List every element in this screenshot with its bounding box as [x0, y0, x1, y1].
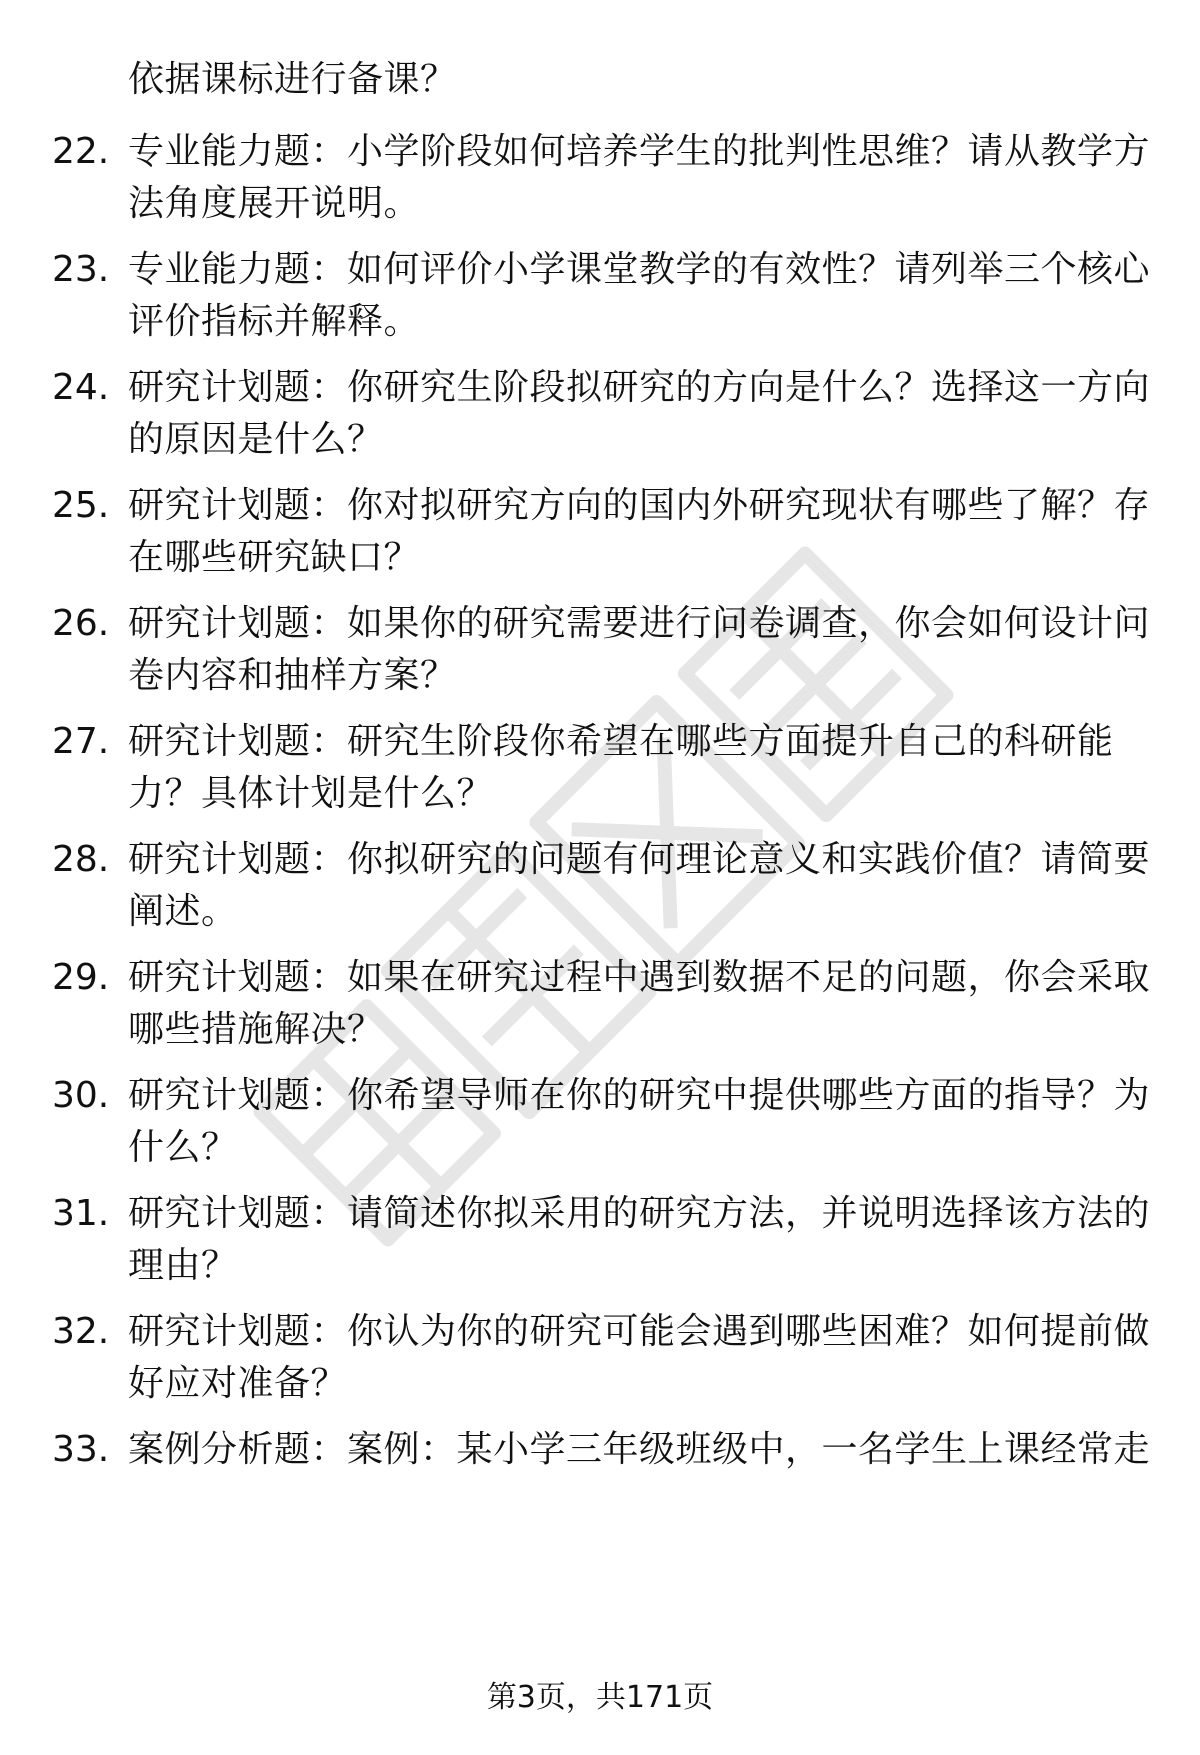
list-item: [0, 246, 1200, 346]
item-text-line1: 研究计划题：如果在研究过程中遇到数据不足的问题，你会采取: [128, 957, 1151, 998]
item-number: 33.: [52, 1429, 110, 1470]
list-item: [0, 364, 1200, 464]
list-item: [0, 482, 1200, 582]
item-text-line1: 研究计划题：你研究生阶段拟研究的方向是什么？选择这一方向: [128, 367, 1151, 408]
item-text-line1: 研究计划题：你拟研究的问题有何理论意义和实践价值？请简要: [128, 839, 1151, 880]
item-text-line1: 研究计划题：请简述你拟采用的研究方法，并说明选择该方法的: [128, 1193, 1151, 1234]
item-text-line1: 研究计划题：你希望导师在你的研究中提供哪些方面的指导？为: [128, 1075, 1151, 1116]
list-item: [0, 836, 1200, 936]
list-item: [0, 1308, 1200, 1408]
list-item: [0, 718, 1200, 818]
item-text-line1: 研究计划题：你对拟研究方向的国内外研究现状有哪些了解？存: [128, 485, 1151, 526]
item-text-line1: 研究计划题：研究生阶段你希望在哪些方面提升自己的科研能: [128, 721, 1114, 762]
item-text-line2: 的原因是什么？: [128, 419, 384, 460]
item-text-line2: 什么？: [128, 1127, 238, 1168]
item-text-line1: 案例分析题：案例：某小学三年级班级中，一名学生上课经常走: [128, 1429, 1151, 1470]
item-number: 27.: [52, 721, 110, 762]
list-item: [0, 128, 1200, 228]
item-number: 23.: [52, 249, 110, 290]
item-text-line1: 研究计划题：你认为你的研究可能会遇到哪些困难？如何提前做: [128, 1311, 1151, 1352]
item-number: 31.: [52, 1193, 110, 1234]
list-item: [0, 954, 1200, 1054]
item-text-line2: 阐述。: [128, 891, 238, 932]
item-text-line2: 力？具体计划是什么？: [128, 773, 494, 814]
item-number: 29.: [52, 957, 110, 998]
continued-line: 依据课标进行备课？: [128, 59, 457, 100]
item-text-line2: 在哪些研究缺口？: [128, 537, 421, 578]
list-item: [0, 600, 1200, 700]
item-number: 25.: [52, 485, 110, 526]
item-text-line1: 专业能力题：小学阶段如何培养学生的批判性思维？请从教学方: [128, 131, 1151, 172]
list-item: [0, 1072, 1200, 1172]
item-text-line2: 哪些措施解决？: [128, 1009, 384, 1050]
list-item: [0, 1426, 1200, 1526]
item-text-line2: 好应对准备？: [128, 1363, 348, 1404]
page-number-footer: 第3页，共171页: [486, 1680, 714, 1715]
item-text-line1: 研究计划题：如果你的研究需要进行问卷调查，你会如何设计问: [128, 603, 1151, 644]
item-text-line2: 卷内容和抽样方案？: [128, 655, 457, 696]
item-number: 22.: [52, 131, 110, 172]
item-text-line1: 专业能力题：如何评价小学课堂教学的有效性？请列举三个核心: [128, 249, 1151, 290]
item-number: 26.: [52, 603, 110, 644]
item-number: 32.: [52, 1311, 110, 1352]
item-number: 28.: [52, 839, 110, 880]
item-text-line2: 法角度展开说明。: [128, 183, 421, 224]
list-item: [0, 1190, 1200, 1290]
item-text-line2: 评价指标并解释。: [128, 301, 421, 342]
item-number: 30.: [52, 1075, 110, 1116]
item-text-line2: 理由？: [128, 1245, 238, 1286]
item-number: 24.: [52, 367, 110, 408]
